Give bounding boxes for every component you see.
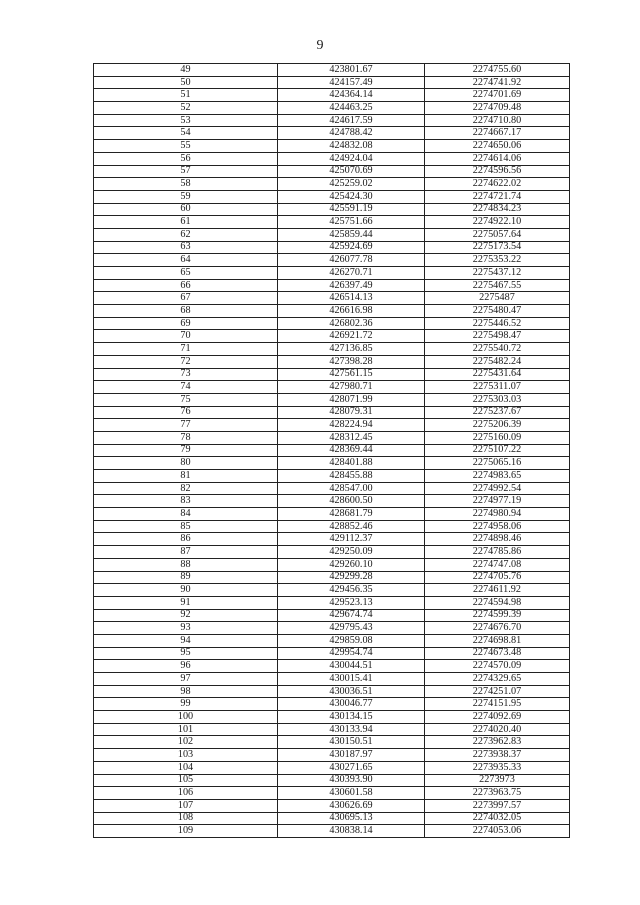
x-coordinate-cell: 426077.78 — [278, 254, 425, 267]
table-row — [94, 254, 570, 267]
x-coordinate-cell: 430187.97 — [278, 749, 425, 762]
y-coordinate-cell: 2274983.65 — [425, 470, 570, 483]
y-coordinate-cell: 2274741.92 — [425, 76, 570, 89]
table-row — [94, 812, 570, 825]
table-row — [94, 685, 570, 698]
y-coordinate-cell: 2274053.06 — [425, 825, 570, 838]
point-number-cell: 83 — [94, 495, 278, 508]
point-number-cell: 55 — [94, 140, 278, 153]
table-row — [94, 152, 570, 165]
table-row — [94, 431, 570, 444]
table-row — [94, 774, 570, 787]
point-number-cell: 81 — [94, 470, 278, 483]
point-number-cell: 73 — [94, 368, 278, 381]
x-coordinate-cell: 429456.35 — [278, 584, 425, 597]
point-number-cell: 93 — [94, 622, 278, 635]
y-coordinate-cell: 2275311.07 — [425, 381, 570, 394]
table-row — [94, 495, 570, 508]
table-row — [94, 305, 570, 318]
y-coordinate-cell: 2274922.10 — [425, 216, 570, 229]
table-row — [94, 127, 570, 140]
x-coordinate-cell: 428852.46 — [278, 520, 425, 533]
y-coordinate-cell: 2274977.19 — [425, 495, 570, 508]
table-row — [94, 343, 570, 356]
x-coordinate-cell: 427398.28 — [278, 355, 425, 368]
table-row — [94, 178, 570, 191]
x-coordinate-cell: 430393.90 — [278, 774, 425, 787]
y-coordinate-cell: 2275160.09 — [425, 431, 570, 444]
coordinates-table-body — [94, 64, 570, 838]
x-coordinate-cell: 428455.88 — [278, 470, 425, 483]
y-coordinate-cell: 2274611.92 — [425, 584, 570, 597]
point-number-cell: 69 — [94, 317, 278, 330]
point-number-cell: 107 — [94, 799, 278, 812]
table-row — [94, 596, 570, 609]
point-number-cell: 106 — [94, 787, 278, 800]
x-coordinate-cell: 424832.08 — [278, 140, 425, 153]
table-row — [94, 799, 570, 812]
x-coordinate-cell: 429795.43 — [278, 622, 425, 635]
point-number-cell: 71 — [94, 343, 278, 356]
table-row — [94, 279, 570, 292]
y-coordinate-cell: 2274710.80 — [425, 114, 570, 127]
point-number-cell: 78 — [94, 431, 278, 444]
x-coordinate-cell: 426270.71 — [278, 267, 425, 280]
table-row — [94, 825, 570, 838]
point-number-cell: 65 — [94, 267, 278, 280]
point-number-cell: 94 — [94, 634, 278, 647]
point-number-cell: 104 — [94, 761, 278, 774]
point-number-cell: 70 — [94, 330, 278, 343]
point-number-cell: 54 — [94, 127, 278, 140]
y-coordinate-cell: 2275540.72 — [425, 343, 570, 356]
y-coordinate-cell: 2274834.23 — [425, 203, 570, 216]
y-coordinate-cell: 2274705.76 — [425, 571, 570, 584]
x-coordinate-cell: 428600.50 — [278, 495, 425, 508]
x-coordinate-cell: 425591.19 — [278, 203, 425, 216]
x-coordinate-cell: 424157.49 — [278, 76, 425, 89]
point-number-cell: 77 — [94, 419, 278, 432]
point-number-cell: 92 — [94, 609, 278, 622]
point-number-cell: 102 — [94, 736, 278, 749]
y-coordinate-cell: 2274594.98 — [425, 596, 570, 609]
table-row — [94, 558, 570, 571]
x-coordinate-cell: 430036.51 — [278, 685, 425, 698]
table-row — [94, 508, 570, 521]
y-coordinate-cell: 2274898.46 — [425, 533, 570, 546]
point-number-cell: 97 — [94, 673, 278, 686]
table-row — [94, 482, 570, 495]
coordinates-table — [93, 63, 570, 838]
x-coordinate-cell: 426616.98 — [278, 305, 425, 318]
x-coordinate-cell: 429674.74 — [278, 609, 425, 622]
point-number-cell: 108 — [94, 812, 278, 825]
table-row — [94, 317, 570, 330]
x-coordinate-cell: 430601.58 — [278, 787, 425, 800]
point-number-cell: 62 — [94, 228, 278, 241]
y-coordinate-cell: 2273963.75 — [425, 787, 570, 800]
x-coordinate-cell: 427980.71 — [278, 381, 425, 394]
y-coordinate-cell: 2275482.24 — [425, 355, 570, 368]
point-number-cell: 87 — [94, 546, 278, 559]
x-coordinate-cell: 425924.69 — [278, 241, 425, 254]
table-row — [94, 330, 570, 343]
table-row — [94, 228, 570, 241]
page-number: 9 — [316, 38, 324, 53]
y-coordinate-cell: 2274755.60 — [425, 64, 570, 77]
point-number-cell: 67 — [94, 292, 278, 305]
point-number-cell: 75 — [94, 393, 278, 406]
y-coordinate-cell: 2275487 — [425, 292, 570, 305]
table-row — [94, 165, 570, 178]
x-coordinate-cell: 430838.14 — [278, 825, 425, 838]
x-coordinate-cell: 424463.25 — [278, 102, 425, 115]
y-coordinate-cell: 2274992.54 — [425, 482, 570, 495]
table-row — [94, 419, 570, 432]
x-coordinate-cell: 430271.65 — [278, 761, 425, 774]
point-number-cell: 99 — [94, 698, 278, 711]
y-coordinate-cell: 2275431.64 — [425, 368, 570, 381]
y-coordinate-cell: 2274785.86 — [425, 546, 570, 559]
point-number-cell: 85 — [94, 520, 278, 533]
y-coordinate-cell: 2274151.95 — [425, 698, 570, 711]
x-coordinate-cell: 430044.51 — [278, 660, 425, 673]
table-row — [94, 457, 570, 470]
x-coordinate-cell: 430015.41 — [278, 673, 425, 686]
x-coordinate-cell: 425259.02 — [278, 178, 425, 191]
x-coordinate-cell: 428224.94 — [278, 419, 425, 432]
y-coordinate-cell: 2274032.05 — [425, 812, 570, 825]
x-coordinate-cell: 426514.13 — [278, 292, 425, 305]
point-number-cell: 64 — [94, 254, 278, 267]
table-row — [94, 723, 570, 736]
x-coordinate-cell: 426921.72 — [278, 330, 425, 343]
x-coordinate-cell: 427561.15 — [278, 368, 425, 381]
x-coordinate-cell: 429260.10 — [278, 558, 425, 571]
point-number-cell: 79 — [94, 444, 278, 457]
x-coordinate-cell: 428369.44 — [278, 444, 425, 457]
point-number-cell: 59 — [94, 190, 278, 203]
point-number-cell: 56 — [94, 152, 278, 165]
y-coordinate-cell: 2273962.83 — [425, 736, 570, 749]
y-coordinate-cell: 2273935.33 — [425, 761, 570, 774]
point-number-cell: 76 — [94, 406, 278, 419]
point-number-cell: 74 — [94, 381, 278, 394]
table-row — [94, 190, 570, 203]
table-row — [94, 355, 570, 368]
y-coordinate-cell: 2274329.65 — [425, 673, 570, 686]
y-coordinate-cell: 2274747.08 — [425, 558, 570, 571]
y-coordinate-cell: 2274701.69 — [425, 89, 570, 102]
y-coordinate-cell: 2274698.81 — [425, 634, 570, 647]
point-number-cell: 53 — [94, 114, 278, 127]
table-row — [94, 546, 570, 559]
y-coordinate-cell: 2275498.47 — [425, 330, 570, 343]
y-coordinate-cell: 2274570.09 — [425, 660, 570, 673]
point-number-cell: 84 — [94, 508, 278, 521]
table-row — [94, 736, 570, 749]
x-coordinate-cell: 430150.51 — [278, 736, 425, 749]
point-number-cell: 60 — [94, 203, 278, 216]
table-row — [94, 634, 570, 647]
y-coordinate-cell: 2274020.40 — [425, 723, 570, 736]
point-number-cell: 57 — [94, 165, 278, 178]
x-coordinate-cell: 428312.45 — [278, 431, 425, 444]
point-number-cell: 50 — [94, 76, 278, 89]
x-coordinate-cell: 430134.15 — [278, 711, 425, 724]
table-row — [94, 647, 570, 660]
y-coordinate-cell: 2274676.70 — [425, 622, 570, 635]
y-coordinate-cell: 2274599.39 — [425, 609, 570, 622]
x-coordinate-cell: 429859.08 — [278, 634, 425, 647]
point-number-cell: 89 — [94, 571, 278, 584]
table-row — [94, 292, 570, 305]
y-coordinate-cell: 2274958.06 — [425, 520, 570, 533]
table-row — [94, 393, 570, 406]
x-coordinate-cell: 429523.13 — [278, 596, 425, 609]
table-row — [94, 368, 570, 381]
table-row — [94, 241, 570, 254]
x-coordinate-cell: 430695.13 — [278, 812, 425, 825]
x-coordinate-cell: 428079.31 — [278, 406, 425, 419]
table-row — [94, 64, 570, 77]
point-number-cell: 103 — [94, 749, 278, 762]
point-number-cell: 109 — [94, 825, 278, 838]
table-row — [94, 140, 570, 153]
y-coordinate-cell: 2275467.55 — [425, 279, 570, 292]
point-number-cell: 95 — [94, 647, 278, 660]
point-number-cell: 66 — [94, 279, 278, 292]
x-coordinate-cell: 428401.88 — [278, 457, 425, 470]
x-coordinate-cell: 430046.77 — [278, 698, 425, 711]
y-coordinate-cell: 2275206.39 — [425, 419, 570, 432]
x-coordinate-cell: 424617.59 — [278, 114, 425, 127]
y-coordinate-cell: 2274596.56 — [425, 165, 570, 178]
x-coordinate-cell: 429299.28 — [278, 571, 425, 584]
table-row — [94, 76, 570, 89]
point-number-cell: 51 — [94, 89, 278, 102]
y-coordinate-cell: 2275173.54 — [425, 241, 570, 254]
table-row — [94, 749, 570, 762]
y-coordinate-cell: 2274667.17 — [425, 127, 570, 140]
y-coordinate-cell: 2274721.74 — [425, 190, 570, 203]
x-coordinate-cell: 425751.66 — [278, 216, 425, 229]
point-number-cell: 68 — [94, 305, 278, 318]
point-number-cell: 101 — [94, 723, 278, 736]
point-number-cell: 63 — [94, 241, 278, 254]
point-number-cell: 82 — [94, 482, 278, 495]
y-coordinate-cell: 2274622.02 — [425, 178, 570, 191]
table-row — [94, 381, 570, 394]
table-row — [94, 660, 570, 673]
y-coordinate-cell: 2275065.16 — [425, 457, 570, 470]
table-row — [94, 761, 570, 774]
table-row — [94, 622, 570, 635]
x-coordinate-cell: 425424.30 — [278, 190, 425, 203]
table-row — [94, 216, 570, 229]
y-coordinate-cell: 2275480.47 — [425, 305, 570, 318]
y-coordinate-cell: 2275107.22 — [425, 444, 570, 457]
table-row — [94, 584, 570, 597]
table-row — [94, 520, 570, 533]
table-row — [94, 673, 570, 686]
x-coordinate-cell: 430626.69 — [278, 799, 425, 812]
y-coordinate-cell: 2274092.69 — [425, 711, 570, 724]
table-row — [94, 787, 570, 800]
x-coordinate-cell: 427136.85 — [278, 343, 425, 356]
point-number-cell: 49 — [94, 64, 278, 77]
table-row — [94, 114, 570, 127]
x-coordinate-cell: 428681.79 — [278, 508, 425, 521]
point-number-cell: 86 — [94, 533, 278, 546]
table-row — [94, 267, 570, 280]
table-row — [94, 102, 570, 115]
table-row — [94, 533, 570, 546]
x-coordinate-cell: 425859.44 — [278, 228, 425, 241]
x-coordinate-cell: 424788.42 — [278, 127, 425, 140]
x-coordinate-cell: 429954.74 — [278, 647, 425, 660]
x-coordinate-cell: 428071.99 — [278, 393, 425, 406]
point-number-cell: 72 — [94, 355, 278, 368]
x-coordinate-cell: 430133.94 — [278, 723, 425, 736]
point-number-cell: 80 — [94, 457, 278, 470]
y-coordinate-cell: 2274614.06 — [425, 152, 570, 165]
x-coordinate-cell: 426397.49 — [278, 279, 425, 292]
point-number-cell: 105 — [94, 774, 278, 787]
y-coordinate-cell: 2275057.64 — [425, 228, 570, 241]
x-coordinate-cell: 429112.37 — [278, 533, 425, 546]
x-coordinate-cell: 426802.36 — [278, 317, 425, 330]
point-number-cell: 58 — [94, 178, 278, 191]
y-coordinate-cell: 2273973 — [425, 774, 570, 787]
y-coordinate-cell: 2274251.07 — [425, 685, 570, 698]
x-coordinate-cell: 429250.09 — [278, 546, 425, 559]
y-coordinate-cell: 2274980.94 — [425, 508, 570, 521]
point-number-cell: 90 — [94, 584, 278, 597]
x-coordinate-cell: 428547.00 — [278, 482, 425, 495]
x-coordinate-cell: 425070.69 — [278, 165, 425, 178]
y-coordinate-cell: 2275237.67 — [425, 406, 570, 419]
table-row — [94, 444, 570, 457]
table-row — [94, 711, 570, 724]
y-coordinate-cell: 2275437.12 — [425, 267, 570, 280]
y-coordinate-cell: 2274673.48 — [425, 647, 570, 660]
point-number-cell: 100 — [94, 711, 278, 724]
y-coordinate-cell: 2274650.06 — [425, 140, 570, 153]
table-row — [94, 89, 570, 102]
table-row — [94, 698, 570, 711]
y-coordinate-cell: 2275303.03 — [425, 393, 570, 406]
table-row — [94, 203, 570, 216]
y-coordinate-cell: 2273997.57 — [425, 799, 570, 812]
x-coordinate-cell: 423801.67 — [278, 64, 425, 77]
point-number-cell: 88 — [94, 558, 278, 571]
table-row — [94, 609, 570, 622]
point-number-cell: 61 — [94, 216, 278, 229]
table-row — [94, 470, 570, 483]
point-number-cell: 98 — [94, 685, 278, 698]
y-coordinate-cell: 2273938.37 — [425, 749, 570, 762]
x-coordinate-cell: 424924.04 — [278, 152, 425, 165]
table-row — [94, 571, 570, 584]
point-number-cell: 52 — [94, 102, 278, 115]
table-row — [94, 406, 570, 419]
y-coordinate-cell: 2275446.52 — [425, 317, 570, 330]
y-coordinate-cell: 2274709.48 — [425, 102, 570, 115]
x-coordinate-cell: 424364.14 — [278, 89, 425, 102]
point-number-cell: 91 — [94, 596, 278, 609]
point-number-cell: 96 — [94, 660, 278, 673]
y-coordinate-cell: 2275353.22 — [425, 254, 570, 267]
